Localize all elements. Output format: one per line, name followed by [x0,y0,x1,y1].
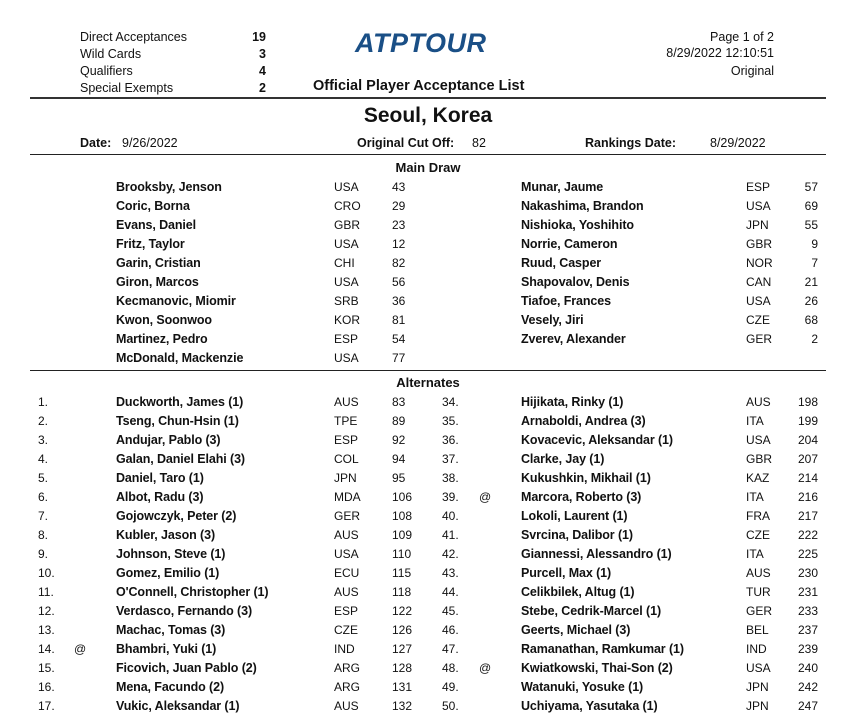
player-rank: 7 [811,256,818,270]
player-rank: 231 [797,585,818,599]
alternate-number: 35. [442,414,459,428]
player-country: GER [334,509,361,523]
player-rank: 12 [392,237,406,251]
event-date: 9/26/2022 [122,136,178,150]
player-name: Vukic, Aleksandar (1) [116,699,240,713]
player-country: CZE [334,623,358,637]
player-name: Coric, Borna [116,199,190,213]
player-name: Ramanathan, Ramkumar (1) [521,642,684,656]
player-country: GER [746,604,773,618]
player-country: AUS [746,395,771,409]
player-country: ITA [746,490,764,504]
player-name: Watanuki, Yosuke (1) [521,680,644,694]
player-country: KOR [334,313,361,327]
document-title: Official Player Acceptance List [313,78,525,94]
player-name: Celikbilek, Altug (1) [521,585,635,599]
player-rank: 57 [804,180,818,194]
alternate-number: 13. [38,623,55,637]
event-city: Seoul, Korea [363,104,493,127]
player-rank: 2 [811,332,818,346]
player-rank: 94 [392,452,406,466]
player-country: AUS [334,585,359,599]
rankings-date-label: Rankings Date: [585,136,676,150]
player-rank: 69 [804,199,818,213]
alternate-number: 3. [38,433,49,447]
player-name: Norrie, Cameron [521,237,618,251]
player-name: Machac, Tomas (3) [116,623,226,637]
player-country: ESP [746,180,771,194]
player-rank: 216 [797,490,818,504]
player-rank: 239 [797,642,818,656]
date-label: Date: [80,136,112,150]
player-rank: 108 [392,509,413,523]
player-country: TUR [746,585,771,599]
player-country: USA [334,351,359,365]
player-name: Ficovich, Juan Pablo (2) [116,661,257,675]
at-marker: @ [479,490,492,504]
player-country: ECU [334,566,360,580]
alternate-number: 12. [38,604,55,618]
stat-value: 4 [259,64,266,78]
player-country: ITA [746,414,764,428]
player-name: O'Connell, Christopher (1) [116,585,269,599]
player-country: USA [746,433,771,447]
player-name: Andujar, Pablo (3) [116,433,221,447]
player-country: USA [746,661,771,675]
player-name: Hijikata, Rinky (1) [521,395,624,409]
main-draw-title: Main Draw [395,160,461,175]
alternate-number: 42. [442,547,459,561]
alternate-number: 36. [442,433,459,447]
player-name: Svrcina, Dalibor (1) [521,528,633,542]
stat-label: Qualifiers [80,64,133,78]
alternate-number: 11. [38,585,54,599]
player-name: Fritz, Taylor [116,237,185,251]
player-name: Arnaboldi, Andrea (3) [521,414,646,428]
player-rank: 115 [392,566,412,580]
player-rank: 126 [392,623,413,637]
player-rank: 110 [392,547,412,561]
player-country: CZE [746,528,770,542]
player-name: Tseng, Chun-Hsin (1) [116,414,239,428]
alternate-number: 7. [38,509,49,523]
alternate-number: 50. [442,699,459,713]
player-country: CZE [746,313,770,327]
player-name: Zverev, Alexander [521,332,626,346]
player-country: ARG [334,661,361,675]
player-name: Lokoli, Laurent (1) [521,509,628,523]
alternate-number: 49. [442,680,459,694]
player-rank: 68 [804,313,818,327]
player-country: JPN [334,471,357,485]
player-country: GER [746,332,773,346]
alternate-number: 9. [38,547,49,561]
stat-value: 19 [252,30,266,44]
player-name: Martinez, Pedro [116,332,208,346]
player-rank: 29 [392,199,406,213]
alternate-number: 37. [442,452,459,466]
player-country: KAZ [746,471,770,485]
player-name: Mena, Facundo (2) [116,680,225,694]
player-rank: 207 [797,452,818,466]
player-country: ESP [334,433,359,447]
player-name: Gomez, Emilio (1) [116,566,220,580]
alternate-number: 34. [442,395,459,409]
player-country: TPE [334,414,358,428]
player-country: AUS [334,528,359,542]
alternate-number: 5. [38,471,49,485]
player-country: SRB [334,294,359,308]
player-rank: 131 [392,680,413,694]
player-rank: 9 [811,237,818,251]
player-country: JPN [746,680,769,694]
player-name: Brooksby, Jenson [116,180,222,194]
player-name: Marcora, Roberto (3) [521,490,642,504]
stat-label: Special Exempts [80,81,174,95]
player-name: Garin, Cristian [116,256,201,270]
alternate-number: 38. [442,471,459,485]
player-name: Kubler, Jason (3) [116,528,216,542]
player-name: Shapovalov, Denis [521,275,630,289]
player-country: ARG [334,680,361,694]
player-name: Tiafoe, Frances [521,294,611,308]
player-rank: 214 [797,471,818,485]
cutoff-label: Original Cut Off: [357,136,455,150]
player-name: Uchiyama, Yasutaka (1) [521,699,658,713]
player-name: Kwon, Soonwoo [116,313,212,327]
player-rank: 233 [797,604,818,618]
player-name: Munar, Jaume [521,180,604,194]
alternate-number: 14. [38,642,55,656]
player-rank: 204 [797,433,818,447]
player-name: Purcell, Max (1) [521,566,612,580]
player-rank: 36 [392,294,406,308]
alternate-number: 39. [442,490,459,504]
player-name: Verdasco, Fernando (3) [116,604,253,618]
player-rank: 230 [797,566,818,580]
player-rank: 127 [392,642,413,656]
player-rank: 77 [392,351,406,365]
player-name: McDonald, Mackenzie [116,351,244,365]
player-rank: 225 [797,547,818,561]
player-rank: 118 [392,585,412,599]
alternate-number: 47. [442,642,459,656]
header-divider [30,97,826,99]
player-name: Stebe, Cedrik-Marcel (1) [521,604,662,618]
player-rank: 106 [392,490,413,504]
player-country: USA [334,275,359,289]
alternate-number: 2. [38,414,49,428]
player-country: JPN [746,699,769,713]
alternate-number: 45. [442,604,459,618]
player-rank: 198 [797,395,818,409]
player-country: AUS [334,395,359,409]
player-rank: 217 [797,509,818,523]
player-rank: 128 [392,661,413,675]
player-rank: 83 [392,395,406,409]
player-name: Daniel, Taro (1) [116,471,204,485]
cutoff-value: 82 [472,136,486,150]
player-country: GBR [746,452,773,466]
player-country: USA [334,237,359,251]
player-country: USA [334,180,359,194]
alternate-number: 15. [38,661,55,675]
player-country: COL [334,452,359,466]
player-rank: 89 [392,414,406,428]
player-name: Evans, Daniel [116,218,196,232]
alternate-number: 6. [38,490,49,504]
player-rank: 109 [392,528,413,542]
player-name: Nishioka, Yoshihito [521,218,634,232]
alternate-number: 44. [442,585,459,599]
player-name: Kukushkin, Mikhail (1) [521,471,651,485]
player-rank: 240 [797,661,818,675]
stat-value: 3 [259,47,266,61]
at-marker: @ [74,642,87,656]
alternate-number: 4. [38,452,49,466]
player-name: Kecmanovic, Miomir [116,294,236,308]
atp-tour-logo: ATPTOUR [355,28,487,58]
player-name: Giron, Marcos [116,275,199,289]
player-country: AUS [334,699,359,713]
player-name: Duckworth, James (1) [116,395,244,409]
player-name: Geerts, Michael (3) [521,623,631,637]
player-name: Galan, Daniel Elahi (3) [116,452,245,466]
player-rank: 43 [392,180,406,194]
player-country: FRA [746,509,770,523]
player-rank: 95 [392,471,406,485]
player-country: GBR [746,237,773,251]
player-country: CAN [746,275,772,289]
player-country: JPN [746,218,769,232]
player-country: USA [746,294,771,308]
alternate-number: 40. [442,509,459,523]
player-rank: 26 [804,294,818,308]
alternate-number: 8. [38,528,49,542]
version-label: Original [730,64,774,78]
player-name: Clarke, Jay (1) [521,452,605,466]
alternate-number: 1. [38,395,49,409]
player-country: ESP [334,604,359,618]
player-rank: 55 [804,218,818,232]
player-rank: 54 [392,332,406,346]
alternate-number: 46. [442,623,459,637]
player-country: CHI [334,256,355,270]
player-name: Giannessi, Alessandro (1) [521,547,672,561]
event-divider [30,154,826,155]
player-country: USA [746,199,771,213]
alternate-number: 16. [38,680,55,694]
player-name: Albot, Radu (3) [116,490,204,504]
player-name: Ruud, Casper [521,256,602,270]
player-country: BEL [746,623,769,637]
rankings-date: 8/29/2022 [710,136,766,150]
player-country: AUS [746,566,771,580]
player-country: NOR [746,256,773,270]
stat-label: Wild Cards [80,47,142,61]
alternate-number: 43. [442,566,459,580]
player-rank: 132 [392,699,413,713]
player-name: Nakashima, Brandon [521,199,644,213]
stat-label: Direct Acceptances [80,30,187,44]
player-rank: 199 [797,414,818,428]
player-rank: 23 [392,218,406,232]
player-name: Vesely, Jiri [521,313,584,327]
player-country: ESP [334,332,359,346]
at-marker: @ [479,661,492,675]
player-country: IND [746,642,767,656]
player-rank: 242 [797,680,818,694]
player-name: Gojowczyk, Peter (2) [116,509,237,523]
player-country: MDA [334,490,361,504]
stat-value: 2 [259,81,266,95]
player-rank: 222 [797,528,818,542]
player-rank: 122 [392,604,413,618]
player-rank: 237 [797,623,818,637]
alternate-number: 10. [38,566,55,580]
player-rank: 247 [797,699,818,713]
alternate-number: 17. [38,699,55,713]
player-rank: 56 [392,275,406,289]
player-country: IND [334,642,355,656]
alternates-divider [30,370,826,371]
player-name: Johnson, Steve (1) [116,547,226,561]
player-name: Bhambri, Yuki (1) [116,642,217,656]
player-rank: 21 [804,275,818,289]
page-number: Page 1 of 2 [710,30,774,44]
alternate-number: 41. [442,528,459,542]
player-country: GBR [334,218,361,232]
player-rank: 82 [392,256,406,270]
player-country: CRO [334,199,361,213]
player-name: Kwiatkowski, Thai-Son (2) [521,661,673,675]
player-name: Kovacevic, Aleksandar (1) [521,433,673,447]
player-rank: 92 [392,433,406,447]
alternate-number: 48. [442,661,459,675]
player-rank: 81 [392,313,406,327]
player-country: USA [334,547,359,561]
timestamp: 8/29/2022 12:10:51 [666,46,774,60]
player-country: ITA [746,547,764,561]
alternates-title: Alternates [396,375,460,390]
